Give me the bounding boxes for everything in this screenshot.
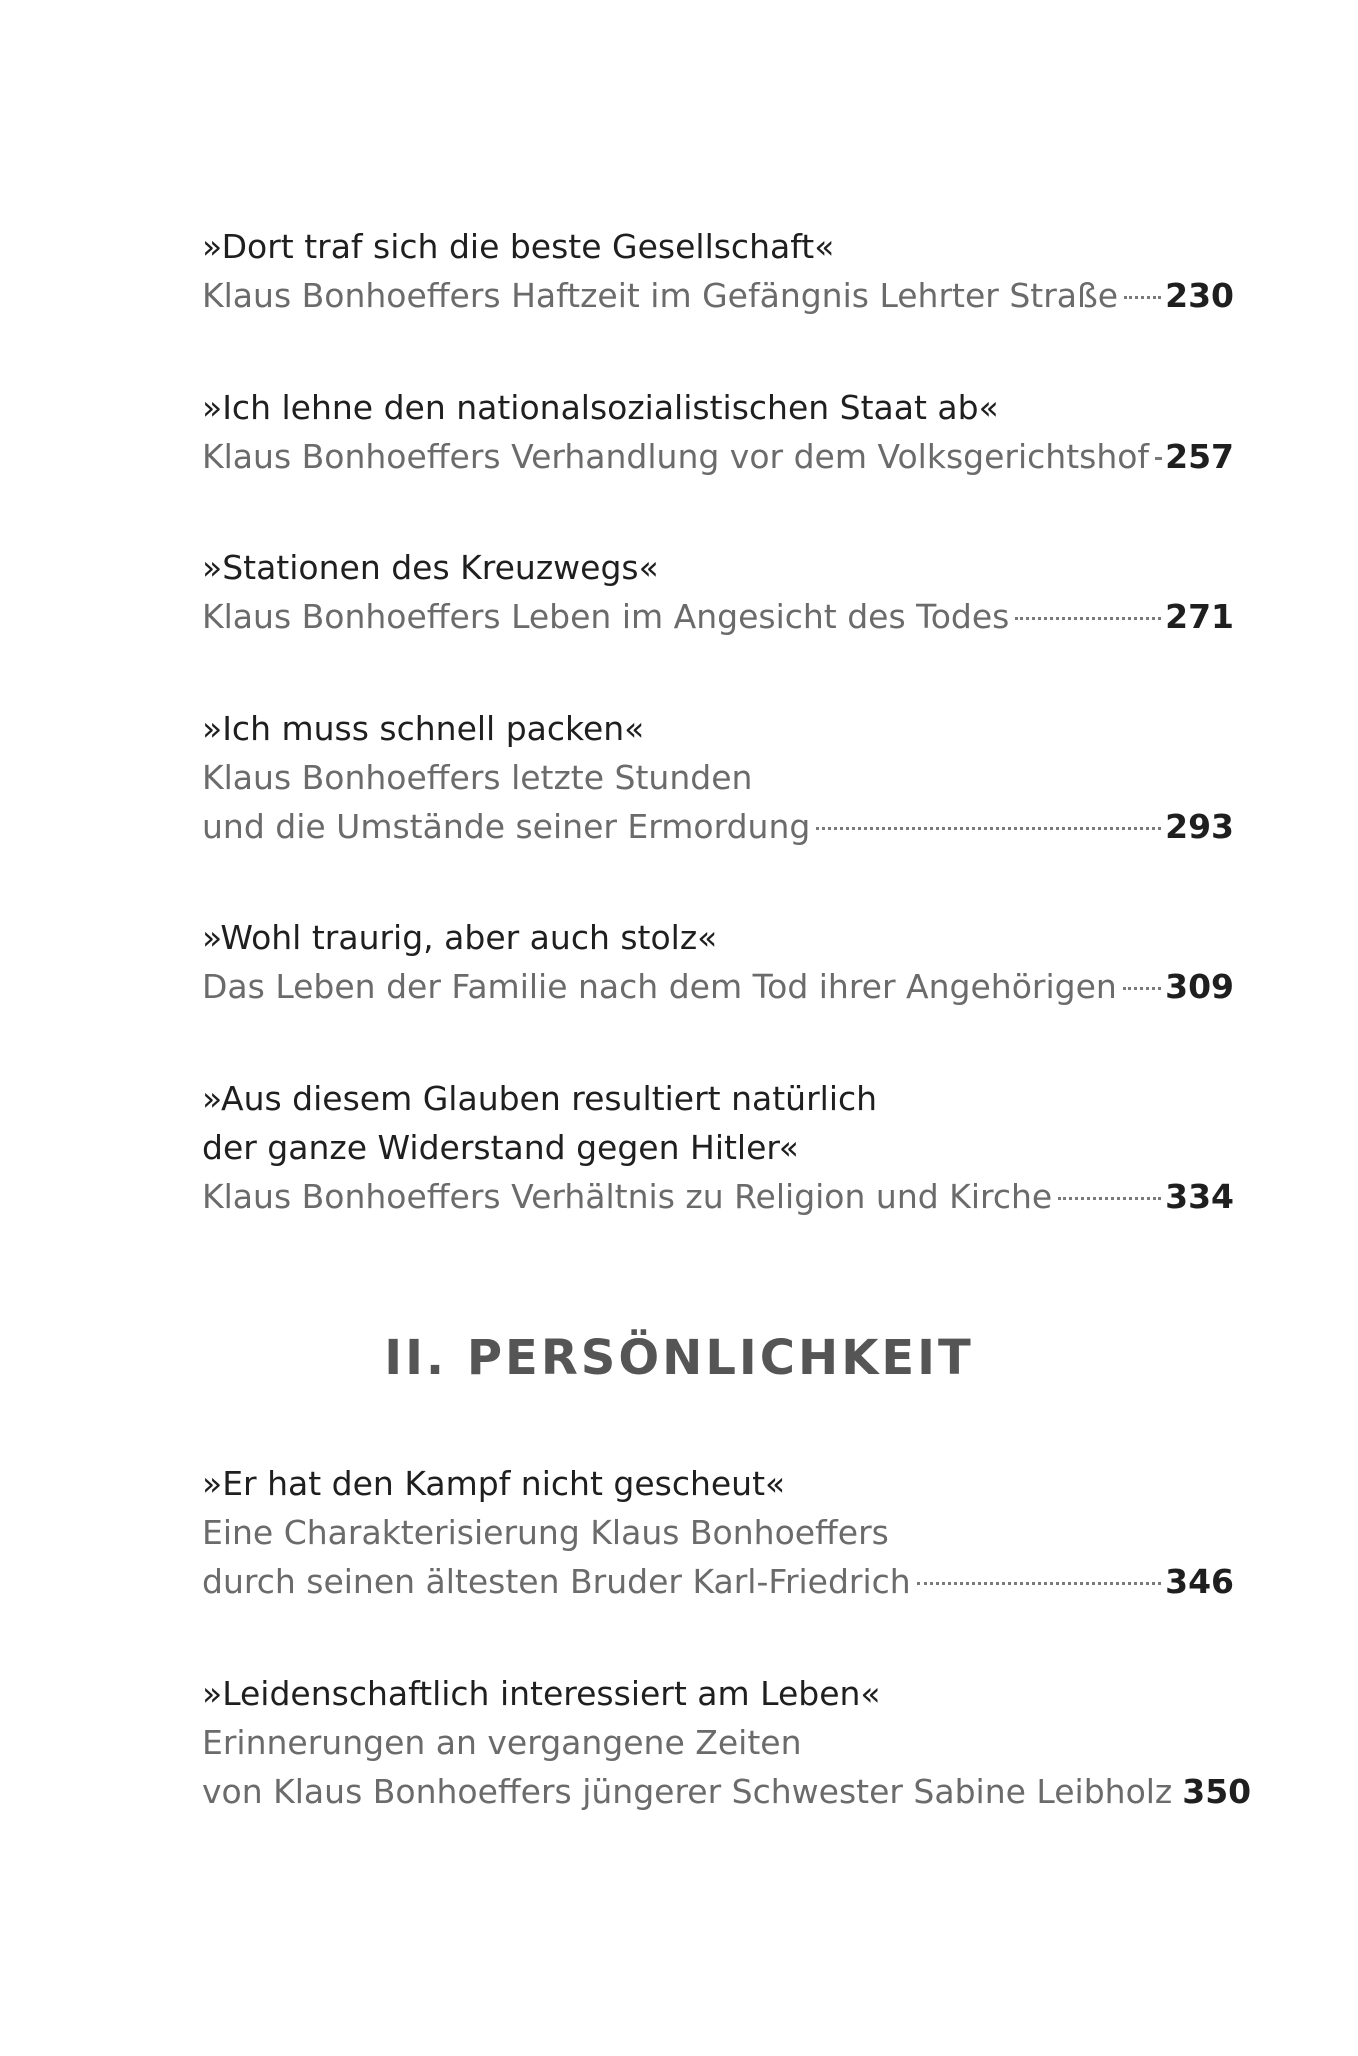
dot-leader bbox=[917, 1582, 1161, 1585]
entry-title: »Leidenschaftlich interessiert am Leben« bbox=[202, 1674, 881, 1713]
entry-subtitle-row bbox=[202, 1557, 1234, 1606]
entry-title: »Dort traf sich die beste Gesellschaft« bbox=[202, 227, 835, 266]
entry-subtitle-row bbox=[202, 1767, 1252, 1816]
entry-title: »Ich muss schnell packen« bbox=[202, 709, 645, 748]
entry-title: »Aus diesem Glauben resultiert natürlich bbox=[202, 1079, 878, 1118]
toc-entry bbox=[202, 383, 1234, 481]
entry-subtitle: Klaus Bonhoeffers Verhältnis zu Religion und Kirche bbox=[202, 1177, 1053, 1216]
toc-entry bbox=[202, 543, 1234, 641]
dot-leader bbox=[1058, 1197, 1161, 1200]
entry-subtitle: Klaus Bonhoeffers letzte Stunden bbox=[202, 758, 753, 797]
page-number: 271 bbox=[1165, 597, 1234, 636]
entry-title: »Stationen des Kreuzwegs« bbox=[202, 548, 659, 587]
entry-subtitle: Klaus Bonhoeffers Leben im Angesicht des Todes bbox=[202, 597, 1010, 636]
entry-subtitle: Erinnerungen an vergangene Zeiten bbox=[202, 1723, 802, 1762]
page-number: 334 bbox=[1165, 1177, 1234, 1216]
entry-subtitle-row bbox=[202, 1172, 1234, 1221]
entry-subtitle-row bbox=[202, 592, 1234, 641]
entry-subtitle: und die Umstände seiner Ermordung bbox=[202, 807, 811, 846]
entry-title: »Er hat den Kampf nicht gescheut« bbox=[202, 1464, 786, 1503]
dot-leader bbox=[1123, 987, 1161, 990]
page-number: 293 bbox=[1165, 807, 1234, 846]
toc-entry bbox=[202, 1459, 1234, 1606]
entry-subtitle: Klaus Bonhoeffers Verhandlung vor dem Volksgerichtshof bbox=[202, 437, 1150, 476]
entry-title: »Ich lehne den nationalsozialistischen Staat ab« bbox=[202, 388, 999, 427]
entry-subtitle: von Klaus Bonhoeffers jüngerer Schwester Sabine Leibholz bbox=[202, 1772, 1173, 1811]
entry-subtitle-row bbox=[202, 962, 1234, 1011]
toc-entry bbox=[202, 1669, 1252, 1816]
entry-subtitle: Das Leben der Familie nach dem Tod ihrer Angehörigen bbox=[202, 967, 1117, 1006]
entry-subtitle: Klaus Bonhoeffers Haftzeit im Gefängnis Lehrter Straße bbox=[202, 276, 1119, 315]
page-number: 350 bbox=[1182, 1772, 1252, 1811]
toc-entry bbox=[202, 1074, 1234, 1221]
section-heading: II. PERSÖNLICHKEIT bbox=[384, 1330, 974, 1386]
dot-leader bbox=[1155, 457, 1161, 460]
page-number: 309 bbox=[1165, 967, 1234, 1006]
page-number: 346 bbox=[1165, 1562, 1234, 1601]
entry-subtitle-row bbox=[202, 432, 1234, 481]
toc-entry bbox=[202, 913, 1234, 1011]
dot-leader bbox=[1124, 296, 1161, 299]
dot-leader bbox=[816, 827, 1161, 830]
page-number: 230 bbox=[1165, 276, 1234, 315]
dot-leader bbox=[1015, 617, 1161, 620]
entry-subtitle: Eine Charakterisierung Klaus Bonhoeffers bbox=[202, 1513, 889, 1552]
entry-subtitle-row bbox=[202, 271, 1234, 320]
entry-title: »Wohl traurig, aber auch stolz« bbox=[202, 918, 718, 957]
toc-entry bbox=[202, 704, 1234, 851]
entry-subtitle-row bbox=[202, 802, 1234, 851]
entry-title: der ganze Widerstand gegen Hitler« bbox=[202, 1128, 799, 1167]
toc-entry bbox=[202, 222, 1234, 320]
page-number: 257 bbox=[1165, 437, 1234, 476]
entry-subtitle: durch seinen ältesten Bruder Karl-Friedrich bbox=[202, 1562, 911, 1601]
